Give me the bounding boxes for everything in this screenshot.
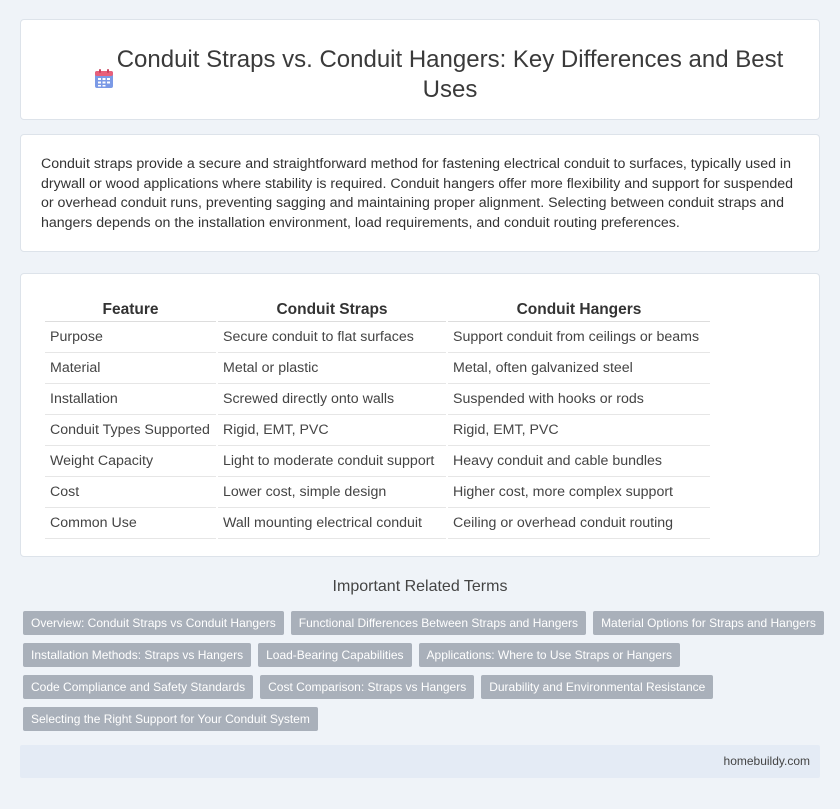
related-term-tag[interactable]: Load-Bearing Capabilities <box>258 643 411 667</box>
related-term-tag[interactable]: Installation Methods: Straps vs Hangers <box>23 643 251 667</box>
table-row <box>45 508 710 539</box>
table-cell: Metal, often galvanized steel <box>448 353 710 384</box>
table-cell: Conduit Types Supported <box>45 415 216 446</box>
intro-paragraph: Conduit straps provide a secure and straightforward method for fastening electrical conduit to surfaces, typically used in drywall or wood applications where stability is required. Conduit hangers offer more flexibility and support for suspended or overhead conduit runs, preventing sagging and maintaining proper alignment. Selecting between conduit straps and hangers depends on the installation environment, load requirements, and conduit routing preferences. <box>41 156 794 231</box>
table-cell: Material <box>45 353 216 384</box>
comparison-table <box>43 295 712 539</box>
table-row <box>45 353 710 384</box>
comparison-card <box>20 273 820 557</box>
table-cell: Light to moderate conduit support <box>218 446 446 477</box>
table-row <box>45 477 710 508</box>
table-row <box>45 322 710 353</box>
related-term-tag[interactable]: Functional Differences Between Straps and Hangers <box>291 611 586 635</box>
title-card <box>20 19 820 120</box>
header-conduit-hangers: Conduit Hangers <box>448 295 710 322</box>
table-cell: Suspended with hooks or rods <box>448 384 710 415</box>
related-terms-list <box>23 611 823 739</box>
table-header-row <box>45 295 710 322</box>
table-row <box>45 384 710 415</box>
table-cell: Heavy conduit and cable bundles <box>448 446 710 477</box>
header-feature: Feature <box>45 295 216 322</box>
table-cell: Secure conduit to flat surfaces <box>218 322 446 353</box>
related-term-tag[interactable]: Applications: Where to Use Straps or Hangers <box>419 643 680 667</box>
related-terms-title: Important Related Terms <box>332 578 508 595</box>
table-cell: Metal or plastic <box>218 353 446 384</box>
table-cell: Weight Capacity <box>45 446 216 477</box>
table-cell: Rigid, EMT, PVC <box>448 415 710 446</box>
page-title: Conduit Straps vs. Conduit Hangers: Key Differences and Best Uses <box>116 46 784 103</box>
related-term-tag[interactable]: Cost Comparison: Straps vs Hangers <box>260 675 474 699</box>
related-term-tag[interactable]: Overview: Conduit Straps vs Conduit Hangers <box>23 611 284 635</box>
table-row <box>45 446 710 477</box>
table-cell: Purpose <box>45 322 216 353</box>
related-term-tag[interactable]: Material Options for Straps and Hangers <box>593 611 824 635</box>
table-cell: Support conduit from ceilings or beams <box>448 322 710 353</box>
table-row <box>45 415 710 446</box>
table-cell: Higher cost, more complex support <box>448 477 710 508</box>
intro-card <box>20 134 820 252</box>
header-conduit-straps: Conduit Straps <box>218 295 446 322</box>
table-cell: Rigid, EMT, PVC <box>218 415 446 446</box>
table-cell: Wall mounting electrical conduit <box>218 508 446 539</box>
related-term-tag[interactable]: Code Compliance and Safety Standards <box>23 675 253 699</box>
table-cell: Lower cost, simple design <box>218 477 446 508</box>
table-cell: Screwed directly onto walls <box>218 384 446 415</box>
table-cell: Installation <box>45 384 216 415</box>
related-term-tag[interactable]: Durability and Environmental Resistance <box>481 675 713 699</box>
table-cell: Cost <box>45 477 216 508</box>
footer-site-link[interactable]: homebuildy.com <box>723 754 810 768</box>
table-cell: Common Use <box>45 508 216 539</box>
footer <box>20 745 820 778</box>
related-term-tag[interactable]: Selecting the Right Support for Your Conduit System <box>23 707 318 731</box>
table-cell: Ceiling or overhead conduit routing <box>448 508 710 539</box>
